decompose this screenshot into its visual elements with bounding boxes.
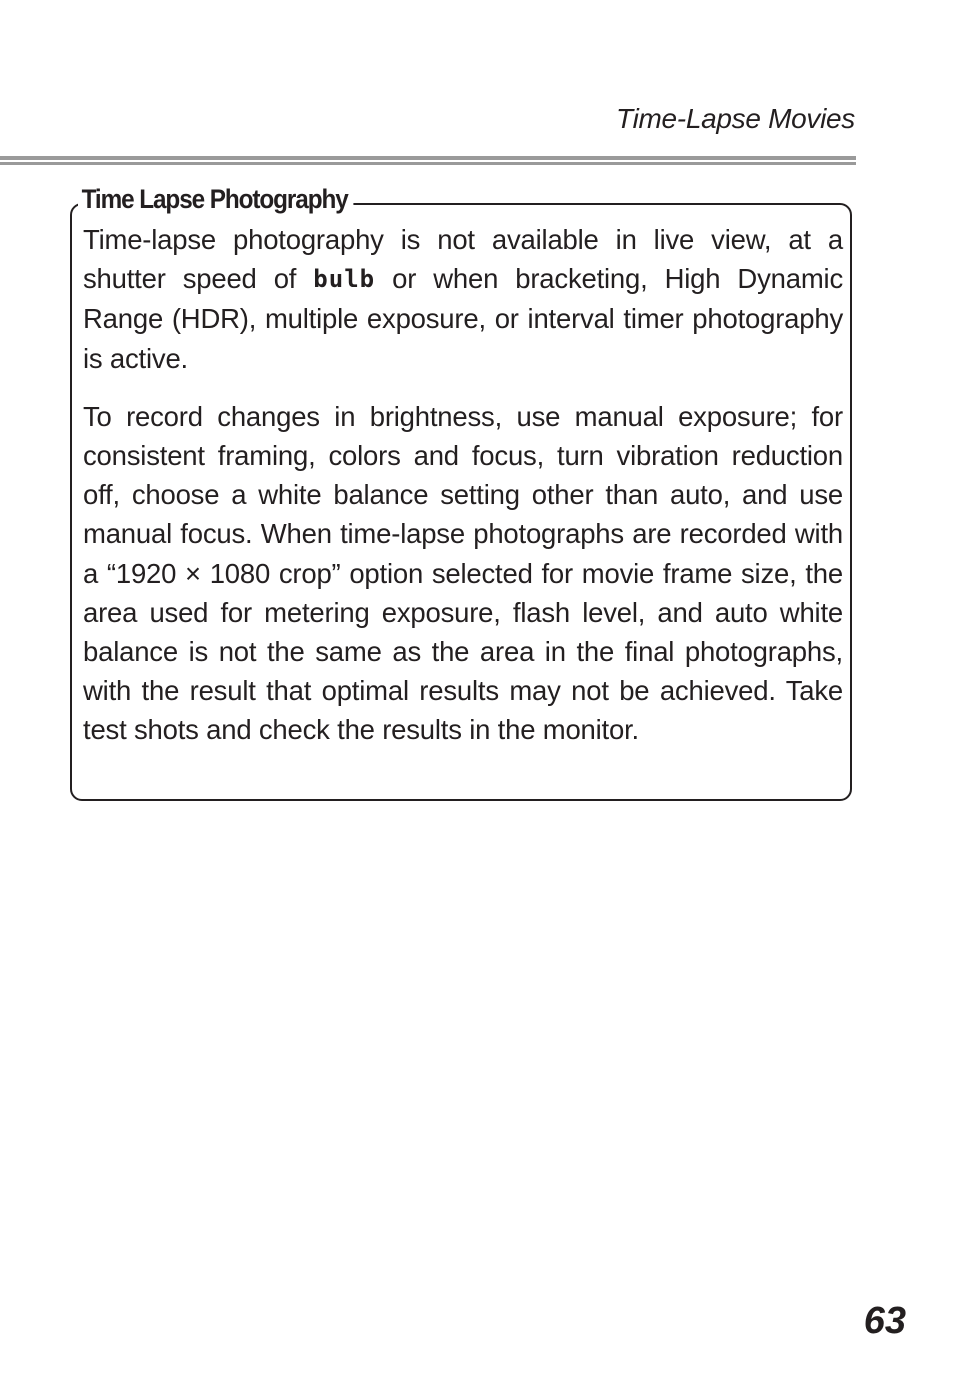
note-paragraph-1-end: or when bracketing, High Dynamic Range (HDR), multiple exposure, or interval timer photography is active. — [83, 263, 843, 374]
header-rule-top — [0, 156, 856, 160]
note-paragraph-2: To record changes in brightness, use manual exposure; for consistent framing, colors and focus, turn vibration reduction off, choose a white balance setting other than auto, and use manual focus. When time-lapse photographs are recorded with a “1920 × 1080 crop” option selected for movie frame size, the area used for metering exposure, flash level, and auto white balance is not the same as the area in the final photographs, with the result that optimal results may not be achieved. Take test shots and check the results in the monitor. — [83, 400, 843, 746]
note-body — [83, 220, 843, 750]
page-number: 63 — [863, 1300, 906, 1342]
note-paragraph-1-start: Time-lapse photography is not available in live view, at a shutter speed of — [83, 224, 843, 295]
note-title: Time Lapse Photography — [78, 182, 353, 216]
bulb-lcd-text: bulb — [313, 265, 376, 294]
running-head: Time-Lapse Movies — [616, 103, 855, 134]
note-paragraph-1 — [83, 220, 843, 378]
header-rule-bottom — [0, 162, 856, 165]
